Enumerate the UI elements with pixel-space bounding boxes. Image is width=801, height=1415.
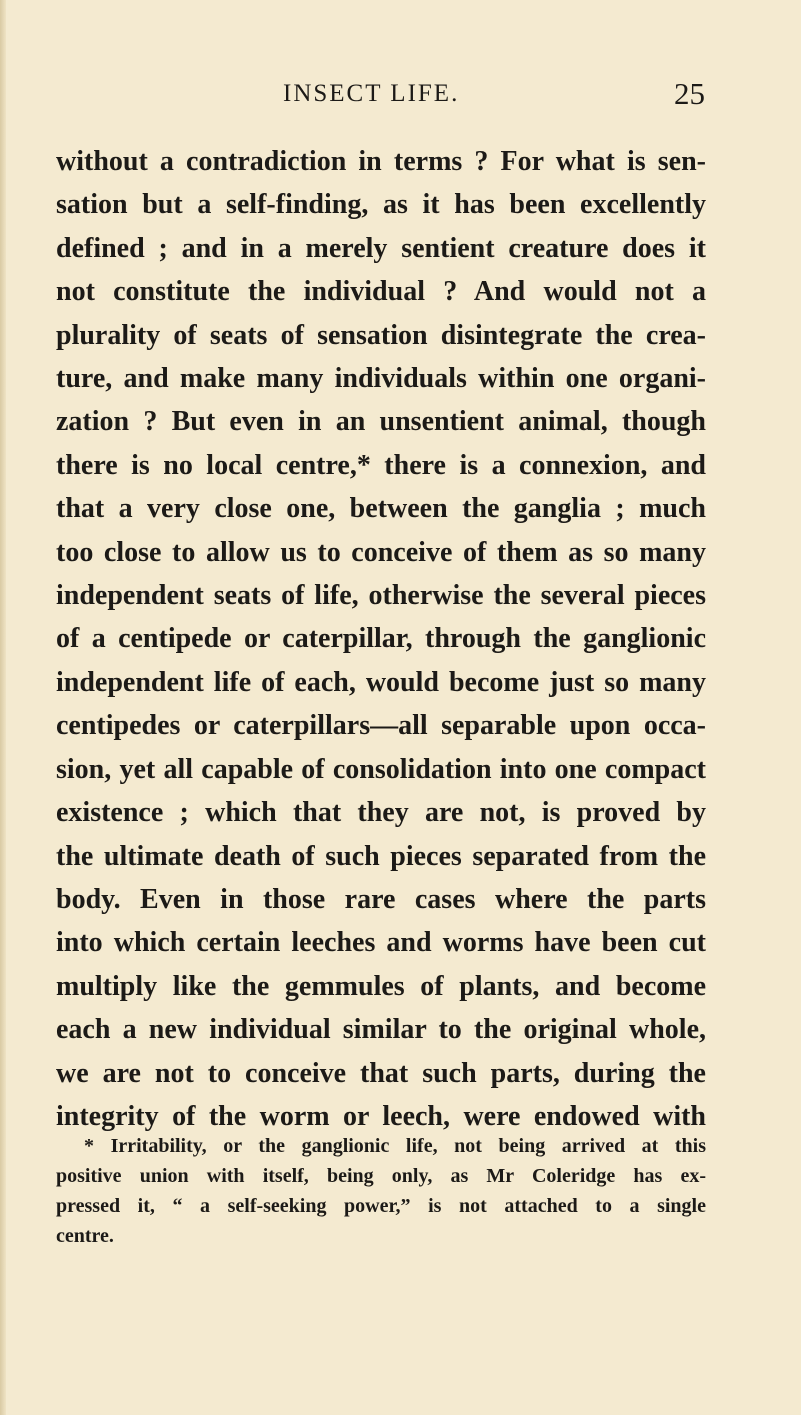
page-number: 25	[674, 76, 705, 111]
footnote-line: centre.	[56, 1225, 114, 1247]
running-title: INSECT LIFE.	[283, 80, 460, 107]
footnote-line: * Irritability, or the ganglionic life, not being arrived at this	[84, 1135, 706, 1157]
footnote-line: pressed it, “ a self-seeking power,” is not attached to a single	[56, 1195, 706, 1217]
text-line: integrity of the worm or leech, were endowed with	[56, 1100, 706, 1132]
footnote-line: positive union with itself, being only, as Mr Coleridge has ex-	[56, 1165, 706, 1187]
text-line: existence ; which that they are not, is proved by	[56, 797, 706, 829]
text-line: there is no local centre,* there is a connexion, and	[56, 449, 706, 481]
text-line: the ultimate death of such pieces separated from the	[56, 840, 706, 872]
page-edge	[0, 0, 6, 1415]
text-line: sation but a self-finding, as it has been excellently	[56, 189, 706, 221]
text-line: plurality of seats of sensation disintegrate the crea-	[56, 319, 706, 351]
text-line: zation ? But even in an unsentient animal, though	[56, 406, 706, 438]
text-line: we are not to conceive that such parts, during the	[56, 1057, 706, 1089]
running-head	[0, 76, 801, 120]
text-line: multiply like the gemmules of plants, and become	[56, 970, 706, 1002]
text-line: sion, yet all capable of consolidation into one compact	[56, 753, 706, 785]
text-line: ture, and make many individuals within one organi-	[56, 363, 706, 395]
footnote	[56, 1131, 706, 1251]
text-line: independent seats of life, otherwise the several pieces	[56, 580, 706, 612]
text-line: that a very close one, between the ganglia ; much	[56, 493, 706, 525]
text-line: into which certain leeches and worms have been cut	[56, 927, 706, 959]
text-line: too close to allow us to conceive of them as so many	[56, 536, 706, 568]
text-line: centipedes or caterpillars—all separable upon occa-	[56, 710, 706, 742]
text-line: body. Even in those rare cases where the parts	[56, 883, 706, 915]
text-line: each a new individual similar to the original whole,	[56, 1014, 706, 1046]
text-line: not constitute the individual ? And would not a	[56, 276, 706, 308]
text-line: of a centipede or caterpillar, through the ganglionic	[56, 623, 706, 655]
text-line: without a contradiction in terms ? For what is sen-	[56, 146, 706, 177]
text-line: defined ; and in a merely sentient creature does it	[56, 232, 706, 264]
text-line: independent life of each, would become just so many	[56, 666, 706, 698]
body-text	[56, 140, 706, 1138]
